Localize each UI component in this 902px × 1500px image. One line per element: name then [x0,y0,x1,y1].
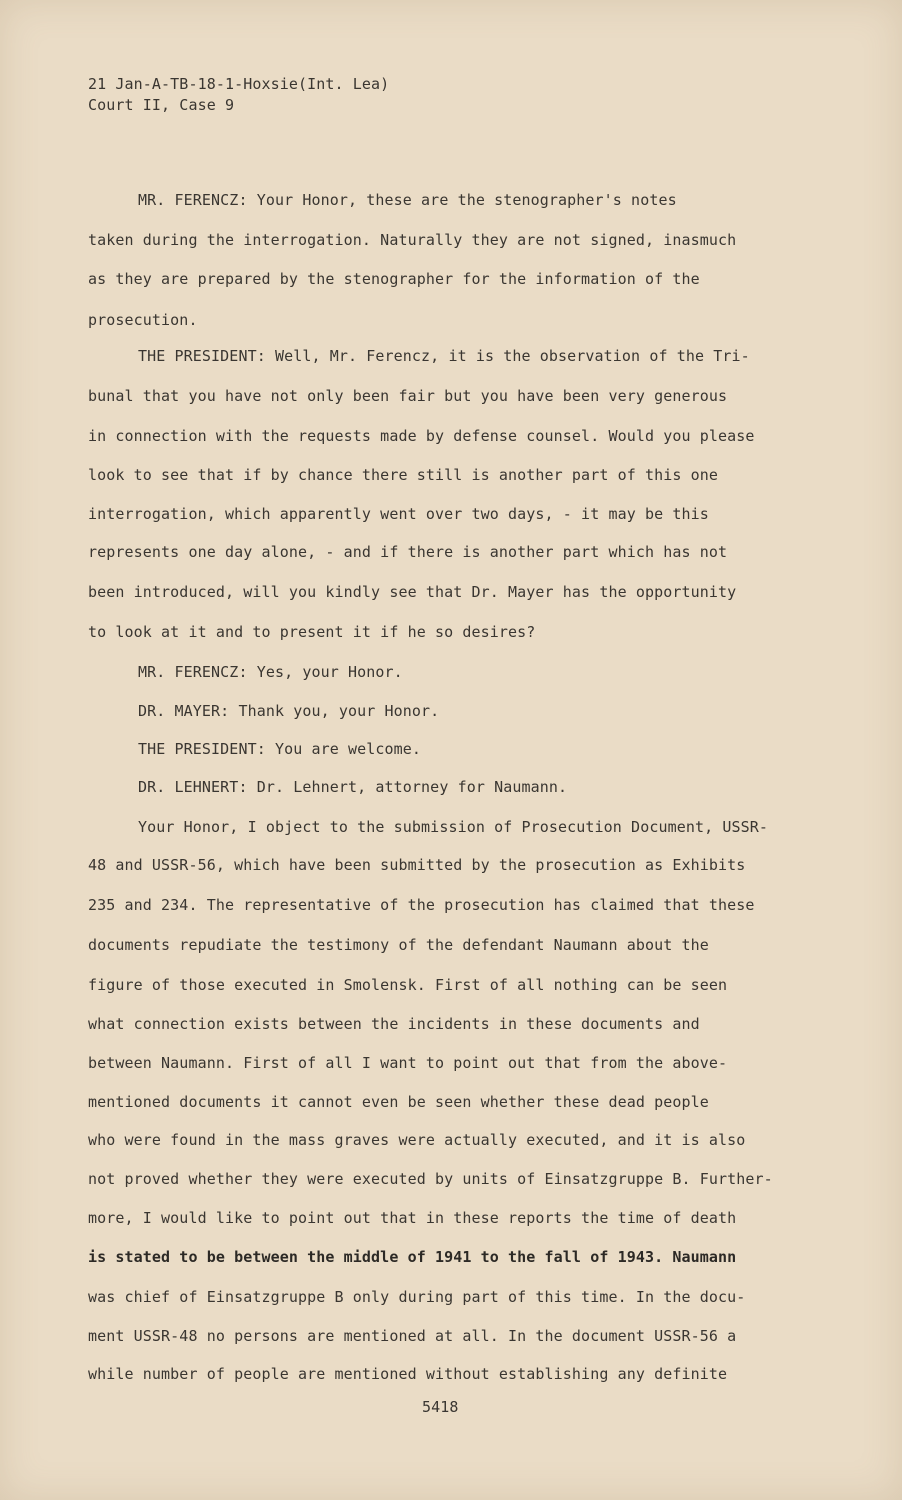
page-number: 5418 [422,1398,459,1416]
transcript-line: ment USSR-48 no persons are mentioned at all. In the document USSR-56 a [88,1327,737,1345]
transcript-line: THE PRESIDENT: Well, Mr. Ferencz, it is the observation of the Tri- [138,347,750,365]
transcript-line: 235 and 234. The representative of the prosecution has claimed that these [88,896,755,914]
transcript-line: documents repudiate the testimony of the defendant Naumann about the [88,936,709,954]
transcript-line: look to see that if by chance there still is another part of this one [88,466,719,484]
transcript-line: DR. MAYER: Thank you, your Honor. [138,702,440,720]
transcript-line: to look at it and to present it if he so desires? [88,623,536,641]
transcript-line: figure of those executed in Smolensk. First of all nothing can be seen [88,976,728,994]
transcript-line: as they are prepared by the stenographer for the information of the [88,270,700,288]
transcript-line: Your Honor, I object to the submission of Prosecution Document, USSR- [138,818,769,836]
transcript-line: who were found in the mass graves were actually executed, and it is also [88,1131,746,1149]
transcript-line: THE PRESIDENT: You are welcome. [138,740,422,758]
header-reference: 21 Jan-A-TB-18-1-Hoxsie(Int. Lea) [88,75,390,93]
transcript-line: DR. LEHNERT: Dr. Lehnert, attorney for Naumann. [138,778,568,796]
transcript-line: mentioned documents it cannot even be seen whether these dead people [88,1093,709,1111]
transcript-line: MR. FERENCZ: Yes, your Honor. [138,663,403,681]
transcript-line: more, I would like to point out that in these reports the time of death [88,1209,737,1227]
transcript-line: while number of people are mentioned without establishing any definite [88,1365,728,1383]
transcript-line: what connection exists between the incidents in these documents and [88,1015,700,1033]
transcript-line: prosecution. [88,311,198,329]
transcript-line: taken during the interrogation. Naturally they are not signed, inasmuch [88,231,737,249]
transcript-line: represents one day alone, - and if there is another part which has not [88,543,728,561]
transcript-line: bunal that you have not only been fair but you have been very generous [88,387,728,405]
transcript-line: was chief of Einsatzgruppe B only during part of this time. In the docu- [88,1288,746,1306]
transcript-line: in connection with the requests made by defense counsel. Would you please [88,427,755,445]
transcript-line: been introduced, will you kindly see that Dr. Mayer has the opportunity [88,583,737,601]
transcript-line: is stated to be between the middle of 1941 to the fall of 1943. Naumann [88,1248,737,1266]
transcript-line: 48 and USSR-56, which have been submitted by the prosecution as Exhibits [88,856,746,874]
header-court-case: Court II, Case 9 [88,96,235,114]
transcript-line: MR. FERENCZ: Your Honor, these are the stenographer's notes [138,191,677,209]
transcript-line: not proved whether they were executed by units of Einsatzgruppe B. Further- [88,1170,773,1188]
transcript-line: between Naumann. First of all I want to point out that from the above- [88,1054,728,1072]
transcript-line: interrogation, which apparently went over two days, - it may be this [88,505,709,523]
